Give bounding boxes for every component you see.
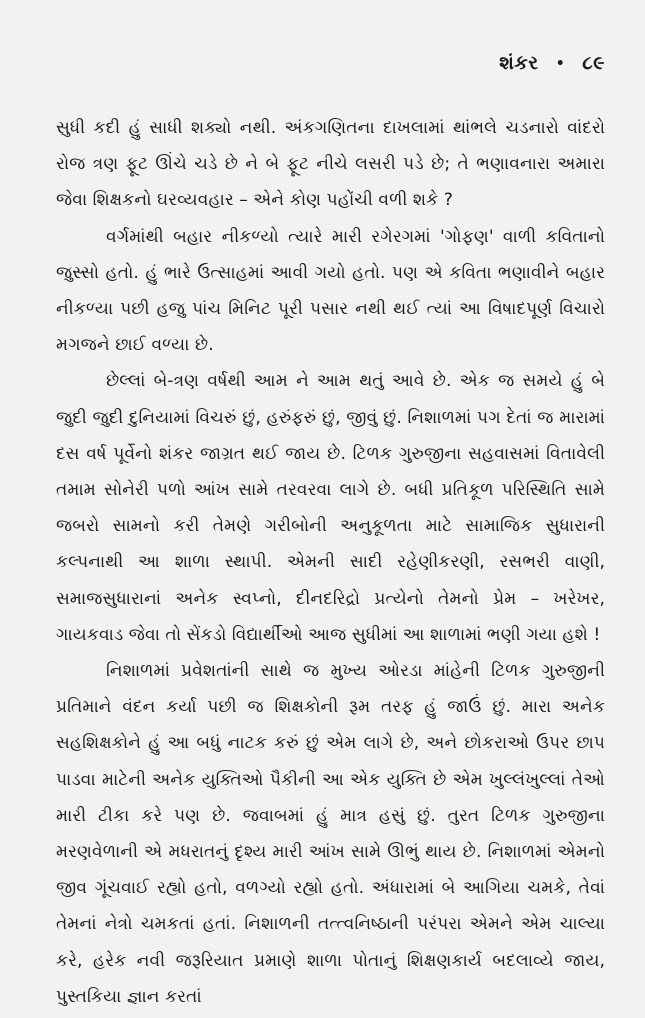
chapter-title: શંકર [499,52,539,74]
paragraph-4: નિશાળમાં પ્રવેશતાંની સાથે જ મુખ્ય ઓરડા માંહેની ટિળક ગુરુજીની પ્રતિમાને વંદન કર્યા પછી જ શિક્ષકોની રૂમ તરફ હું જાઉં છું. મારા અનેક સહશિક્ષકોને હું આ બધું નાટક કરું છું એમ લાગે છે, અને છોકરાઓ ઉપર છાપ પાડવા માટેની અનેક યુક્તિઓ પૈકીની આ એક યુક્તિ છે એમ ખુલ્લંખુલ્લાં તેઓ મારી ટીકા કરે પણ છે. જવાબમાં હું માત્ર હસું છું. તુરત ટિળક ગુરુજીના મરણવેળાની એ મધરાતનું દૃશ્ય મારી આંખ સામે ઊભું થાય છે. નિશાળમાં એમનો જીવ ગૂંચવાઈ રહ્યો હતો, વળગ્યો રહ્યો હતો. અંધારામાં બે આગિયા ચમકે, તેવાં તેમનાં નેત્રો ચમકતાં હતાં. નિશાળની તત્ત્વનિષ્ઠાની પરંપરા એમને એમ ચાલ્યા કરે, હરેક નવી જરૂરિયાત પ્રમાણે શાળા પોતાનું શિક્ષણકાર્ય બદલાવ્યે જાય, પુસ્તકિયા જ્ઞાન કરતાં [56,661,605,1007]
body-text [56,110,605,1015]
header-separator: • [555,55,566,72]
running-header [499,52,605,74]
paragraph-1: સુધી કદી હું સાધી શક્યો નથી. અંકગણિતના દાખલામાં થાંભલે ચડનારો વાંદરો રોજ ત્રણ ફૂટ ઊંચે ચડે છે ને બે ફૂટ નીચે લસરી પડે છે; તે ભણાવનારા અમારા જેવા શિક્ષકનો ઘરવ્યવહાર – એને કોણ પહોંચી વળી શકે ? [56,118,605,211]
paragraph-3: છેલ્લાં બે-ત્રણ વર્ષથી આમ ને આમ થતું આવે છે. એક જ સમયે હું બે જુદી જુદી દુનિયામાં વિચરું છું, હરુંફરું છું, જીવું છું. નિશાળમાં પગ દેતાં જ મારામાં દસ વર્ષ પૂર્વેનો શંકર જાગ્રત થઈ જાય છે. ટિળક ગુરુજીના સહવાસમાં વિતાવેલી તમામ સોનેરી પળો આંખ સામે તરવરવા લાગે છે. બધી પ્રતિકૂળ પરિસ્થિતિ સામે જબરો સામનો કરી તેમણે ગરીબોની અનુકૂળતા માટે સામાજિક સુધારાની કલ્પનાથી આ શાળા સ્થાપી. એમની સાદી રહેણીકરણી, રસભરી વાણી, સમાજસુધારાનાં અનેક સ્વપ્નો, દીનદરિદ્રો પ્રત્યેનો તેમનો પ્રેમ – ખરેખર, ગાયકવાડ જેવા તો સેંકડો વિદ્યાર્થીઓ આજ સુધીમાં આ શાળામાં ભણી ગયા હશે ! [56,371,605,645]
paragraph-2: વર્ગમાંથી બહાર નીકળ્યો ત્યારે મારી રગેરગમાં 'ગોફણ' વાળી કવિતાનો જુસ્સો હતો. હું ભારે ઉત્સાહમાં આવી ગયો હતો. પણ એ કવિતા ભણાવીને બહાર નીકળ્યા પછી હજુ પાંચ મિનિટ પૂરી પસાર નથી થઈ ત્યાં આ વિષાદપૂર્ણ વિચારો મગજને છાઈ વળ્યા છે. [56,226,605,356]
page-number: ૮૯ [582,52,605,74]
